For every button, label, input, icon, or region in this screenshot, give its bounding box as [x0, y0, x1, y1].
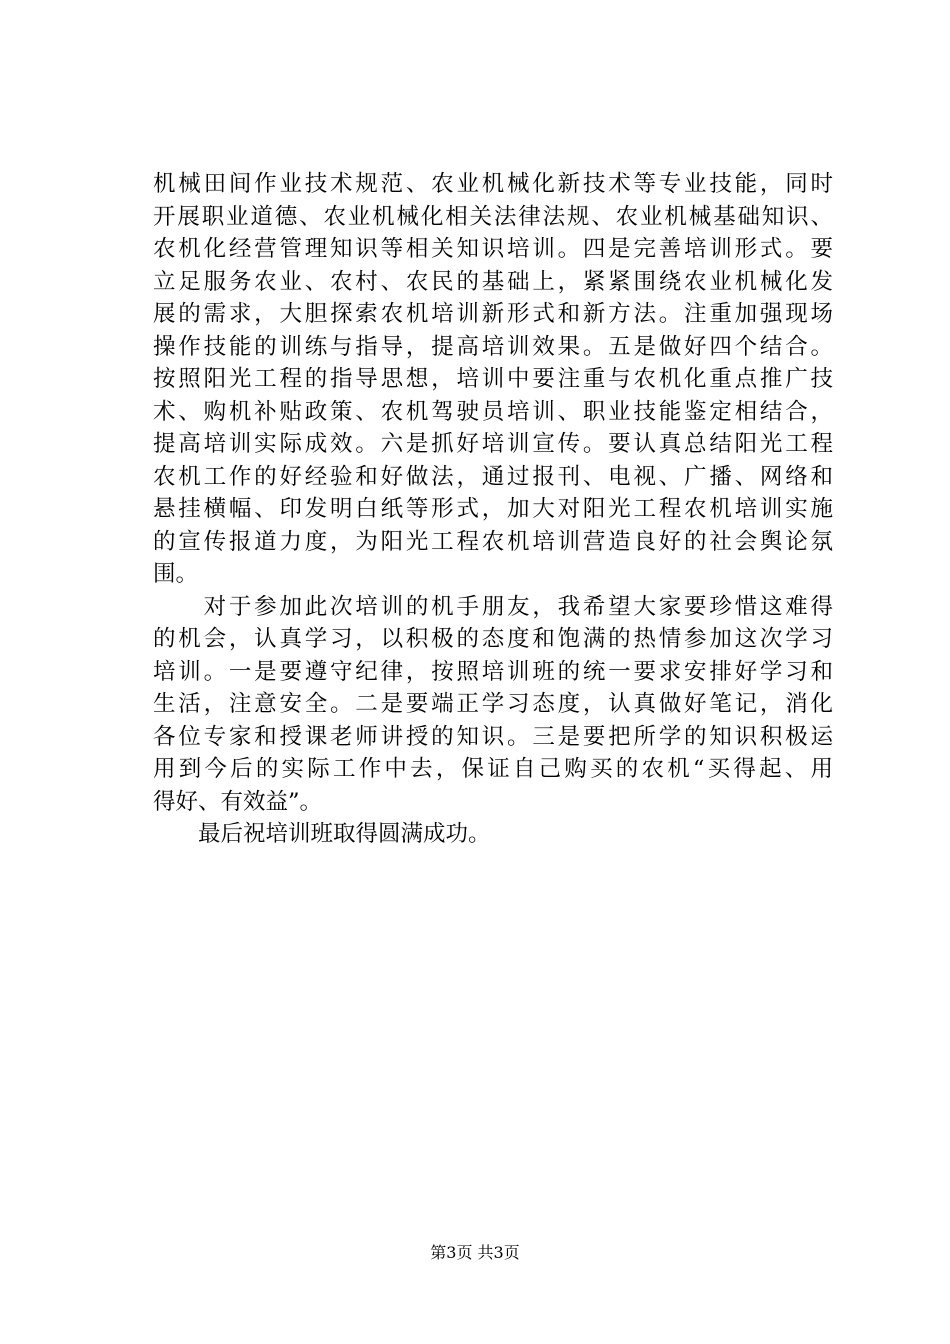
text-line: 的机会，认真学习，以积极的态度和饱满的热情参加这次学习: [153, 626, 833, 652]
text-line: 展的需求，大胆探索农机培训新形式和新方法。注重加强现场: [153, 301, 833, 327]
page-footer: 第3页 共3页: [430, 1243, 520, 1262]
text-line: 各位专家和授课老师讲授的知识。三是要把所学的知识积极运: [153, 723, 833, 750]
text-line: 农机化经营管理知识等相关知识培训。四是完善培训形式。要: [153, 236, 833, 262]
text-line: 培训。一是要遵守纪律，按照培训班的统一要求安排好学习和: [153, 658, 833, 685]
text-line: 立足服务农业、农村、农民的基础上，紧紧围绕农业机械化发: [153, 268, 833, 295]
text-line: 的宣传报道力度，为阳光工程农机培训营造良好的社会舆论氛: [153, 528, 833, 555]
text-line: 开展职业道德、农业机械化相关法律法规、农业机械基础知识、: [153, 203, 833, 230]
text-line: 对于参加此次培训的机手朋友，我希望大家要珍惜这难得: [153, 593, 833, 620]
text-line: 生活，注意安全。二是要端正学习态度，认真做好笔记，消化: [153, 691, 833, 717]
text-line: 用到今后的实际工作中去，保证自己购买的农机“买得起、用: [153, 756, 833, 782]
text-line: 提高培训实际成效。六是抓好培训宣传。要认真总结阳光工程: [153, 431, 833, 457]
document-body: [153, 168, 833, 851]
text-line: 围。: [153, 561, 199, 587]
text-line: 得好、有效益”。: [153, 788, 323, 815]
text-line: 农机工作的好经验和好做法，通过报刊、电视、广播、网络和: [153, 463, 833, 490]
text-line: 操作技能的训练与指导，提高培训效果。五是做好四个结合。: [153, 333, 833, 360]
text-line: 术、购机补贴政策、农机驾驶员培训、职业技能鉴定相结合，: [153, 398, 833, 425]
text-line: 按照阳光工程的指导思想，培训中要注重与农机化重点推广技: [153, 366, 833, 392]
text-line: 机械田间作业技术规范、农业机械化新技术等专业技能，同时: [153, 171, 833, 197]
text-line: 悬挂横幅、印发明白纸等形式，加大对阳光工程农机培训实施: [153, 496, 833, 522]
text-line: 最后祝培训班取得圆满成功。: [153, 821, 491, 847]
